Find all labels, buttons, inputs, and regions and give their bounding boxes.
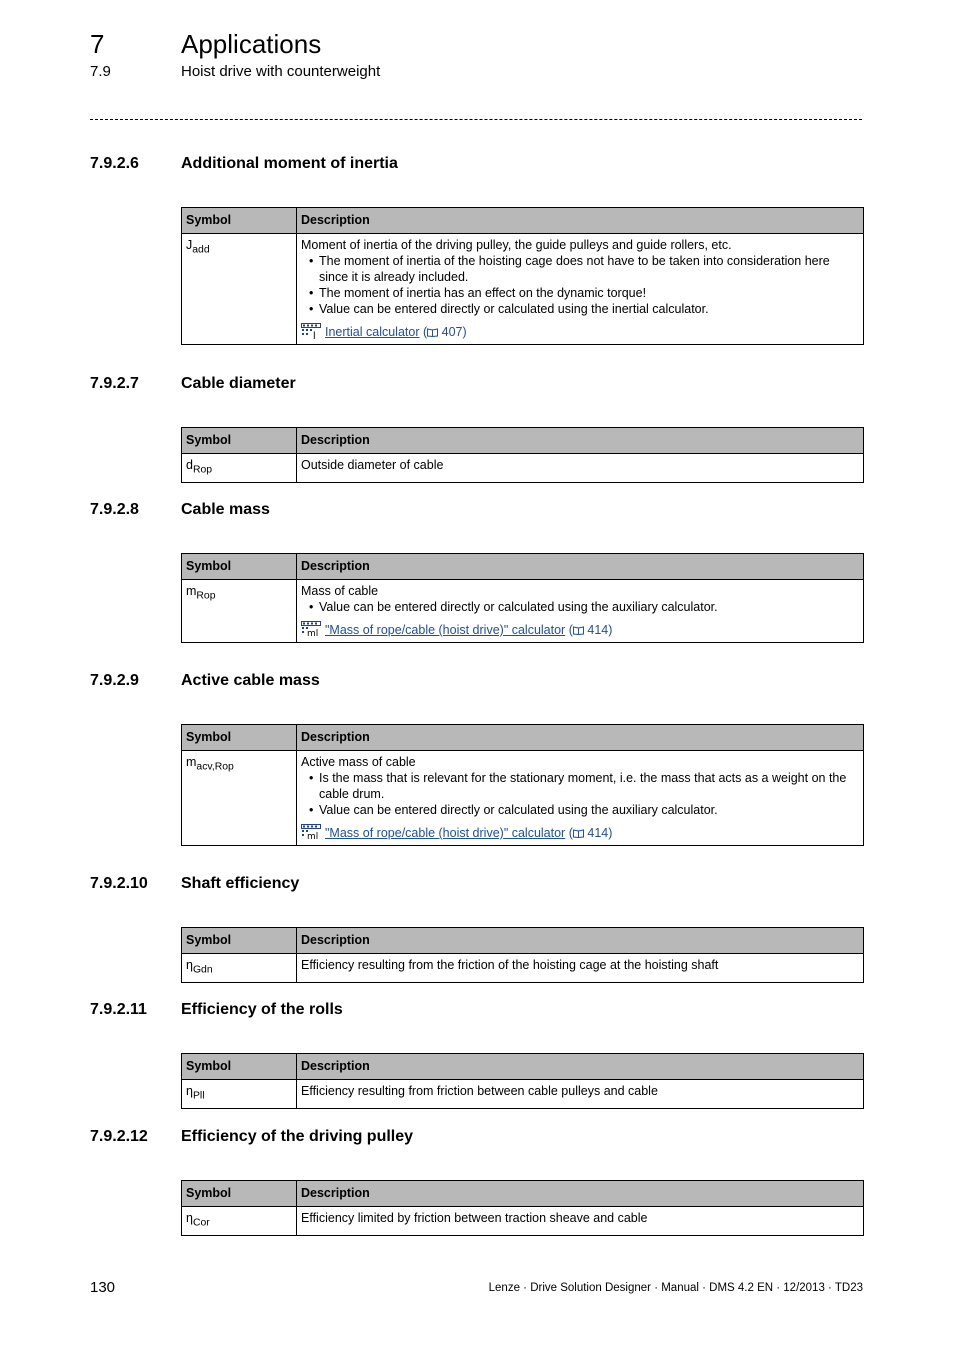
page-reference[interactable]: ( 407) <box>422 325 467 339</box>
bullet-list <box>301 253 859 317</box>
section-heading-number: 7.9.2.8 <box>90 501 139 518</box>
bullet-item: • Is the mass that is relevant for the stationary moment, i.e. the mass that acts as a weight on the cable drum. <box>319 770 859 802</box>
section-heading-number: 7.9.2.11 <box>90 1001 147 1018</box>
symbol-subscript: add <box>192 244 210 256</box>
section-heading-number: 7.9.2.12 <box>90 1128 148 1145</box>
symbol-main: J <box>186 238 193 252</box>
calculator-link-line <box>301 621 859 638</box>
book-icon <box>573 829 584 838</box>
symbol-cell <box>182 234 297 345</box>
symbol-subscript: Rop <box>196 590 216 602</box>
description-cell <box>297 234 864 345</box>
section-number: 7.9 <box>90 63 111 80</box>
parameter-table <box>181 1180 864 1236</box>
description-header: Description <box>297 1181 864 1207</box>
chapter-number: 7 <box>90 29 105 59</box>
description-header: Description <box>297 554 864 580</box>
description-text: Efficiency resulting from friction between cable pulleys and cable <box>301 1084 658 1098</box>
description-header: Description <box>297 428 864 454</box>
mass-calculator-icon[interactable] <box>301 621 321 637</box>
book-icon <box>427 328 438 337</box>
description-header: Description <box>297 208 864 234</box>
svg-text:ml: ml <box>307 629 319 637</box>
symbol-subscript: Cor <box>192 1217 210 1229</box>
bullet-item: • The moment of inertia of the hoisting cage does not have to be taken into consideration here since it is already included. <box>319 253 859 285</box>
section-heading-title: Efficiency of the rolls <box>181 1001 343 1018</box>
symbol-subscript: acv,Rop <box>196 761 234 773</box>
symbol-header: Symbol <box>182 428 297 454</box>
inertial-calculator-link[interactable]: Inertial calculator <box>325 325 420 339</box>
section-heading-number: 7.9.2.7 <box>90 375 139 392</box>
parameter-table <box>181 553 864 643</box>
description-cell <box>297 751 864 846</box>
description-text: Efficiency limited by friction between traction sheave and cable <box>301 1211 648 1225</box>
bullet-item: • Value can be entered directly or calculated using the auxiliary calculator. <box>319 599 859 615</box>
section-heading-title: Efficiency of the driving pulley <box>181 1128 414 1145</box>
parameter-table <box>181 427 864 483</box>
description-text: Active mass of cable <box>301 755 416 769</box>
page-number: 130 <box>90 1279 116 1296</box>
description-text: Mass of cable <box>301 584 379 598</box>
symbol-header: Symbol <box>182 928 297 954</box>
parameter-table <box>181 724 864 846</box>
description-text: Moment of inertia of the driving pulley, the guide pulleys and guide rollers, etc. <box>301 238 732 252</box>
description-cell <box>297 454 864 483</box>
symbol-main: η <box>186 1211 193 1225</box>
mass-calculator-icon[interactable] <box>301 824 321 840</box>
description-cell <box>297 1207 864 1236</box>
parameter-table <box>181 927 864 983</box>
symbol-main: η <box>186 1084 193 1098</box>
symbol-header: Symbol <box>182 1181 297 1207</box>
description-cell <box>297 580 864 643</box>
page-reference-number: 414 <box>587 826 609 840</box>
section-heading-title: Cable mass <box>181 501 270 518</box>
description-text: Efficiency resulting from the friction of the hoisting cage at the hoisting shaft <box>301 958 719 972</box>
section-heading-title: Shaft efficiency <box>181 875 300 892</box>
footer-text: Lenze · Drive Solution Designer · Manual · DMS 4.2 EN · 12/2013 · TD23 <box>488 1282 863 1294</box>
symbol-cell <box>182 954 297 983</box>
symbol-subscript: Pll <box>192 1090 205 1102</box>
parameter-table <box>181 1053 864 1109</box>
bullet-item: • The moment of inertia has an effect on the dynamic torque! <box>319 285 859 301</box>
calculator-link-line <box>301 824 859 841</box>
section-heading-number: 7.9.2.6 <box>90 155 139 172</box>
symbol-subscript: Rop <box>192 464 213 476</box>
section-heading-title: Cable diameter <box>181 375 296 392</box>
section-title: Hoist drive with counterweight <box>181 63 381 80</box>
symbol-cell <box>182 751 297 846</box>
section-heading-number: 7.9.2.10 <box>90 875 148 892</box>
symbol-header: Symbol <box>182 208 297 234</box>
symbol-main: m <box>186 755 197 769</box>
header-divider <box>90 119 862 120</box>
parameter-table <box>181 207 864 345</box>
description-cell <box>297 1080 864 1109</box>
calculator-link-line <box>301 323 859 340</box>
symbol-cell <box>182 580 297 643</box>
symbol-cell <box>182 1080 297 1109</box>
symbol-cell <box>182 454 297 483</box>
section-heading-title: Additional moment of inertia <box>181 155 398 172</box>
section-heading-title: Active cable mass <box>181 672 320 689</box>
symbol-cell <box>182 1207 297 1236</box>
section-heading-number: 7.9.2.9 <box>90 672 139 689</box>
symbol-header: Symbol <box>182 554 297 580</box>
symbol-main: m <box>186 584 197 598</box>
page-reference[interactable]: ( 414) <box>568 826 613 840</box>
symbol-header: Symbol <box>182 725 297 751</box>
book-icon <box>573 626 584 635</box>
bullet-list <box>301 770 859 818</box>
symbol-subscript: Gdn <box>192 964 213 976</box>
inertia-calculator-icon[interactable] <box>301 323 321 339</box>
chapter-title: Applications <box>181 29 322 59</box>
symbol-main: η <box>186 958 193 972</box>
svg-text:ml: ml <box>307 832 319 840</box>
page-reference-number: 407 <box>441 325 463 339</box>
bullet-item: • Value can be entered directly or calculated using the auxiliary calculator. <box>319 802 859 818</box>
page-reference-number: 414 <box>587 623 609 637</box>
description-text: Outside diameter of cable <box>301 458 444 472</box>
page-reference[interactable]: ( 414) <box>568 623 613 637</box>
symbol-header: Symbol <box>182 1054 297 1080</box>
bullet-item: • Value can be entered directly or calculated using the inertial calculator. <box>319 301 859 317</box>
description-header: Description <box>297 725 864 751</box>
mass-calculator-link[interactable]: "Mass of rope/cable (hoist drive)" calculator <box>325 826 566 840</box>
mass-calculator-link[interactable]: "Mass of rope/cable (hoist drive)" calculator <box>325 623 566 637</box>
description-header: Description <box>297 928 864 954</box>
svg-text:J: J <box>313 331 316 339</box>
description-cell <box>297 954 864 983</box>
description-header: Description <box>297 1054 864 1080</box>
symbol-main: d <box>186 458 193 472</box>
bullet-list <box>301 599 859 615</box>
